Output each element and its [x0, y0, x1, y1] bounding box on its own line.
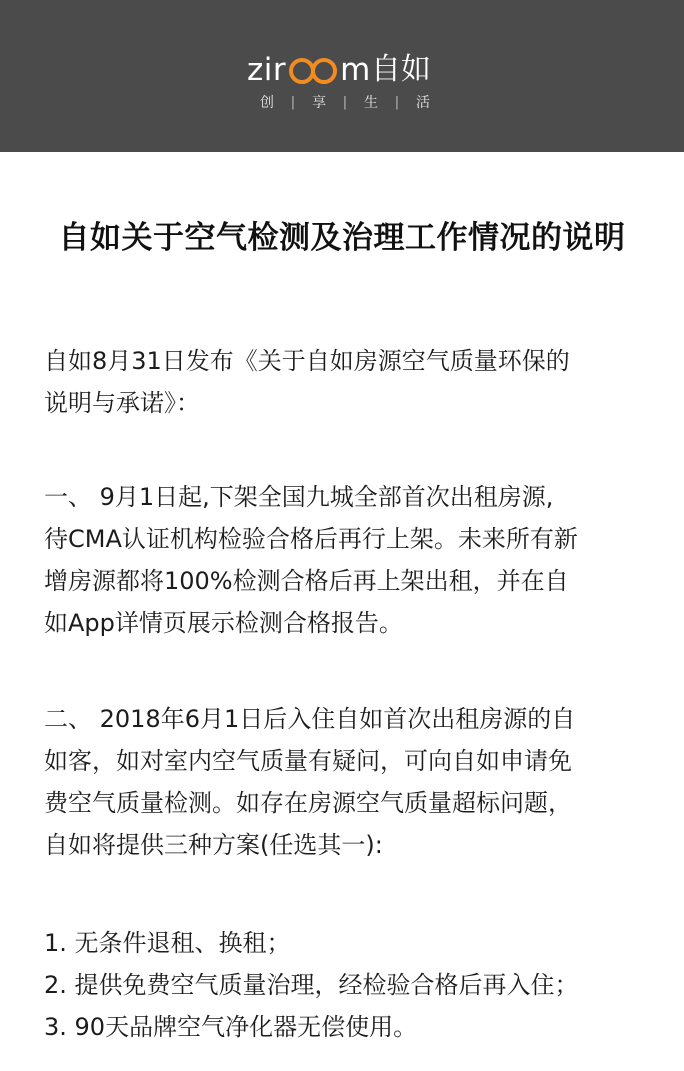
slogan-char: 生: [363, 95, 378, 111]
intro-paragraph: [44, 340, 654, 424]
slogan-char: 享: [311, 95, 326, 111]
brand-header: [0, 0, 684, 152]
logo-double-o-icon: [287, 54, 339, 86]
paragraph-line: 说明与承诺》：: [44, 389, 200, 417]
slogan-char: 活: [415, 95, 430, 111]
paragraph-line: 待CMA认证机构检验合格后再行上架。未来所有新: [44, 525, 578, 553]
slogan-separator: |: [342, 94, 348, 110]
logo-word-start: zir: [247, 52, 287, 88]
ziroom-logo: [247, 50, 431, 90]
paragraph-line: 增房源都将100%检测合格后再上架出租，并在自: [44, 567, 569, 595]
brand-slogan: [260, 92, 430, 112]
document-title: 自如关于空气检测及治理工作情况的说明: [58, 220, 626, 256]
paragraph-line: 自如8月31日发布《关于自如房源空气质量环保的: [44, 347, 570, 375]
point-two-paragraph: [44, 698, 654, 866]
paragraph-line: 费空气质量检测。如存在房源空气质量超标问题，: [44, 789, 572, 817]
point-one-paragraph: [44, 476, 654, 644]
slogan-char: 创: [260, 95, 274, 111]
logo-word-end: m: [340, 52, 371, 88]
options-list: [44, 922, 654, 1048]
paragraph-line: 如客，如对室内空气质量有疑问，可向自如申请免: [44, 747, 572, 775]
paragraph-line: 一、 9月1日起,下架全国九城全部首次出租房源,: [44, 483, 554, 511]
list-item: 2. 提供免费空气质量治理，经检验合格后再入住；: [44, 971, 579, 999]
list-item: 1. 无条件退租、换租；: [44, 929, 291, 957]
slogan-separator: |: [290, 94, 296, 110]
list-item: 3. 90天品牌空气净化器无偿使用。: [44, 1013, 418, 1041]
logo-chinese-name: 自如: [370, 52, 431, 87]
paragraph-line: 二、 2018年6月1日后入住自如首次出租房源的自: [44, 705, 576, 733]
paragraph-line: 自如将提供三种方案(任选其一):: [44, 831, 383, 859]
slogan-separator: |: [394, 94, 400, 110]
paragraph-line: 如App详情页展示检测合格报告。: [44, 609, 403, 637]
